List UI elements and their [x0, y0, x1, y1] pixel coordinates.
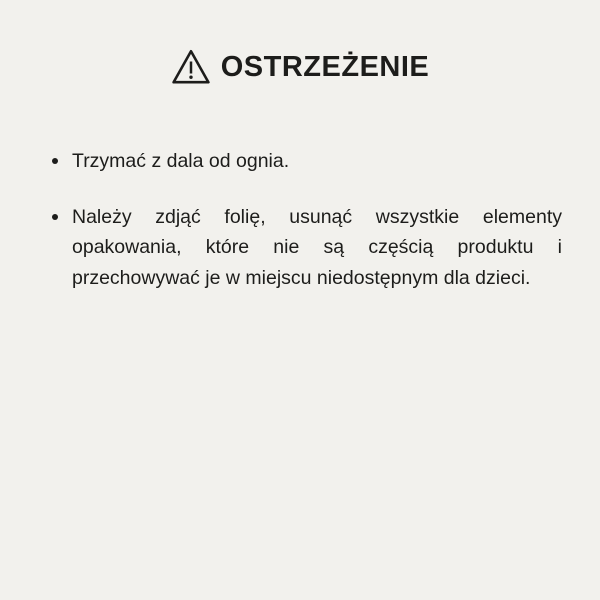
warning-triangle-icon [171, 48, 211, 86]
list-item: Trzymać z dala od ognia. [38, 146, 562, 176]
page-title: OSTRZEŻENIE [220, 50, 430, 83]
list-item: Należy zdjąć folię, usunąć wszystkie elementy opakowania, które nie są częścią produktu i przechowywać je w miejscu niedostępnym dla dzieci. [38, 202, 562, 293]
warning-list [38, 146, 562, 293]
warning-header [38, 48, 562, 86]
